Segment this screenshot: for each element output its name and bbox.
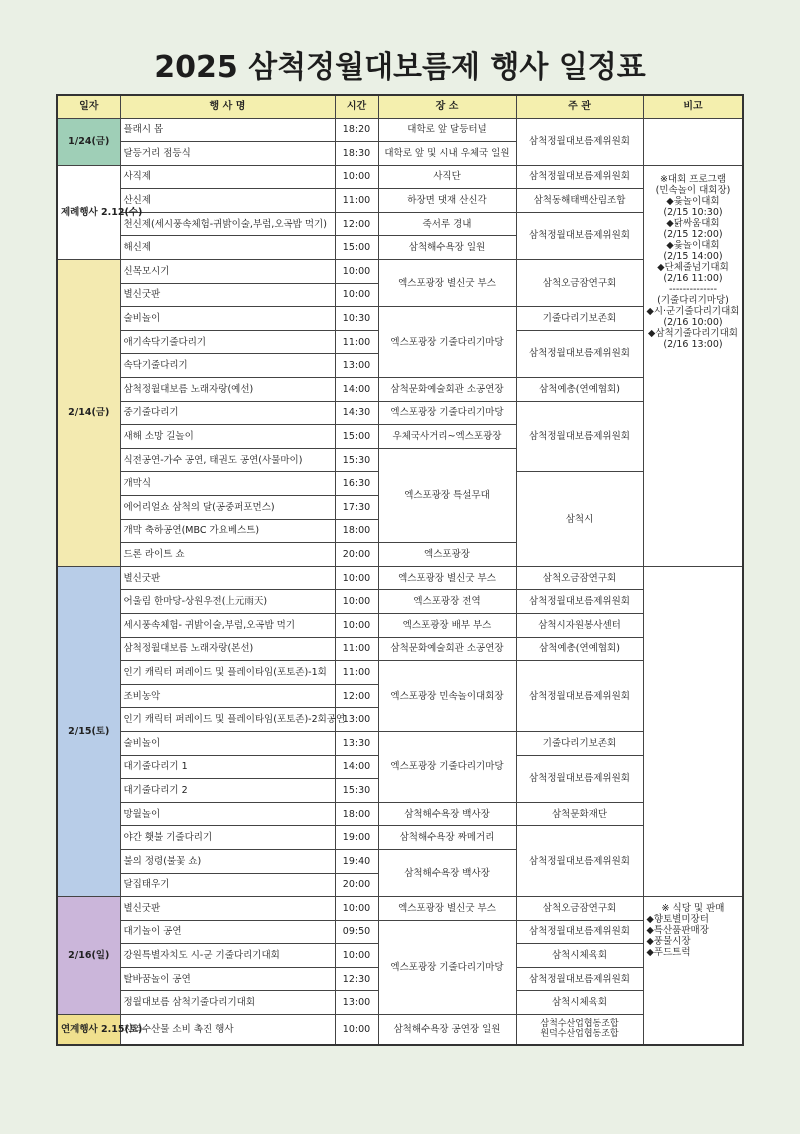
- event-name: 사직제: [120, 165, 335, 189]
- event-time: 10:00: [335, 566, 378, 590]
- event-place: 삼척문화예술회관 소공연장: [378, 378, 516, 402]
- event-name: 산신제: [120, 189, 335, 213]
- note-line: ◆풍물시장: [646, 936, 691, 948]
- event-name: 인기 캐릭터 퍼레이드 및 플레이타임(포토존)-1회: [120, 661, 335, 685]
- event-time: 10:00: [335, 283, 378, 307]
- header-note: 비고: [643, 95, 743, 118]
- event-time: 16:30: [335, 472, 378, 496]
- event-time: 10:00: [335, 613, 378, 637]
- table-row: [57, 401, 743, 425]
- event-place: 대학로 앞 달등터널: [378, 118, 516, 142]
- page-title: 2025 삼척정월대보름제 행사 일정표: [154, 50, 646, 85]
- event-organizer: 삼척정월대보름제위원회: [516, 165, 643, 189]
- note-line: ※대회 프로그램: [659, 173, 727, 185]
- event-organizer: 삼척정월대보름제위원회: [516, 755, 643, 802]
- event-organizer: 삼척정월대보름제위원회: [516, 330, 643, 377]
- event-time: 11:00: [335, 661, 378, 685]
- event-name: 애기속닥기줄다리기: [120, 330, 335, 354]
- event-organizer: 삼척예총(연예협회): [516, 378, 643, 402]
- event-name: 인기 캐릭터 퍼레이드 및 플레이타임(포토존)-2회공연: [120, 708, 335, 732]
- event-name: 플래시 몹: [120, 118, 335, 142]
- header-row: [57, 95, 743, 118]
- event-organizer: 삼척오금잠연구회: [516, 566, 643, 590]
- event-time: 10:00: [335, 897, 378, 921]
- event-place: 엑스포광장 기줄다리기마당: [378, 731, 516, 802]
- schedule-table: [56, 94, 744, 1046]
- event-name: 식전공연-가수 공연, 태권도 공연(사물마이): [120, 448, 335, 472]
- event-time: 10:30: [335, 307, 378, 331]
- event-name: 강원특별자치도 시-군 기줄다리기대회: [120, 944, 335, 968]
- event-organizer: 삼척오금잠연구회: [516, 897, 643, 921]
- event-name: 술비놀이: [120, 731, 335, 755]
- event-name: 삼척정월대보름 노래자랑(본선): [120, 637, 335, 661]
- event-name: 개막 축하공연(MBC 가요베스트): [120, 519, 335, 543]
- event-place: 엑스포광장 배부 부스: [378, 613, 516, 637]
- event-organizer: 삼척문화재단: [516, 802, 643, 826]
- header-time: 시간: [335, 95, 378, 118]
- event-time: 19:40: [335, 849, 378, 873]
- note-line: ◆삼척기줄다리기대회: [648, 327, 738, 339]
- event-name: 술비놀이: [120, 307, 335, 331]
- event-time: 12:00: [335, 684, 378, 708]
- date-cell: 연계행사 2.15(토): [57, 1015, 120, 1045]
- event-place: 엑스포광장 특설무대: [378, 448, 516, 542]
- event-time: 20:00: [335, 543, 378, 567]
- event-name: 대기줄다리기 2: [120, 779, 335, 803]
- table-row: [57, 378, 743, 402]
- note-line: ◆단체줄넘기대회: [657, 261, 729, 273]
- event-organizer: 삼척정월대보름제위원회: [516, 212, 643, 259]
- event-name: 지역수산물 소비 촉진 행사: [120, 1015, 335, 1045]
- header-event: 행 사 명: [120, 95, 335, 118]
- event-name: 삼척정월대보름 노래자랑(예선): [120, 378, 335, 402]
- note-line: (기줄다리기마당): [657, 294, 729, 306]
- event-time: 10:00: [335, 1015, 378, 1045]
- note-line: ◆향토별미장터: [646, 914, 709, 926]
- event-name: 새해 소망 길놀이: [120, 425, 335, 449]
- event-name: 해신제: [120, 236, 335, 260]
- event-name: 신목모시기: [120, 260, 335, 284]
- event-organizer: 삼척오금잠연구회: [516, 260, 643, 307]
- event-place: 엑스포광장 별신굿 부스: [378, 566, 516, 590]
- event-name: 별신굿판: [120, 283, 335, 307]
- event-time: 14:00: [335, 755, 378, 779]
- event-organizer: 삼척정월대보름제위원회: [516, 920, 643, 944]
- table-row: [57, 920, 743, 944]
- event-time: 13:00: [335, 708, 378, 732]
- event-time: 11:00: [335, 330, 378, 354]
- event-time: 20:00: [335, 873, 378, 897]
- table-row: [57, 1015, 743, 1045]
- event-time: 15:30: [335, 448, 378, 472]
- event-place: 엑스포광장: [378, 543, 516, 567]
- event-time: 13:30: [335, 731, 378, 755]
- event-time: 15:00: [335, 236, 378, 260]
- event-time: 15:30: [335, 779, 378, 803]
- event-place: 대학로 앞 및 시내 우체국 일원: [378, 142, 516, 166]
- note-line: (2/15 14:00): [663, 250, 723, 262]
- event-name: 탈바꿈놀이 공연: [120, 967, 335, 991]
- event-place: 엑스포광장 기줄다리기마당: [378, 307, 516, 378]
- event-name: 세시풍속체험- 귀밝이술,부럼,오곡밥 먹기: [120, 613, 335, 637]
- organizer-line: 원덕수산업협동조합: [540, 1029, 619, 1040]
- event-name: 망월놀이: [120, 802, 335, 826]
- note-line: ◆윷놀이대회: [666, 239, 720, 251]
- date-cell: 2/14(금): [57, 260, 120, 567]
- event-organizer: 삼척정월대보름제위원회: [516, 590, 643, 614]
- table-row: [57, 566, 743, 590]
- note-competition: [643, 165, 743, 566]
- event-name: 어울림 한마당-상원우전(上元雨天): [120, 590, 335, 614]
- event-name: 별신굿판: [120, 566, 335, 590]
- event-name: 에어리얼쇼 삼척의 달(공중퍼포먼스): [120, 496, 335, 520]
- table-row: [57, 802, 743, 826]
- event-organizer: 삼척정월대보름제위원회: [516, 661, 643, 732]
- note-line: ◆푸드트럭: [646, 947, 691, 959]
- event-time: 10:00: [335, 590, 378, 614]
- note-line: ◆닭싸움대회: [666, 217, 720, 229]
- event-time: 19:00: [335, 826, 378, 850]
- event-name: 별신굿판: [120, 897, 335, 921]
- event-place: 엑스포광장 기줄다리기마당: [378, 920, 516, 1014]
- event-organizer: 삼척시자원봉사센터: [516, 613, 643, 637]
- event-time: 18:30: [335, 142, 378, 166]
- note-line: ◆시·군기줄다리기대회: [646, 305, 740, 317]
- organizer-line: 삼척수산업협동조합: [540, 1019, 619, 1030]
- event-organizer: 기줄다리기보존회: [516, 731, 643, 755]
- date-cell: 제례행사 2.12(수): [57, 165, 120, 259]
- note-food: [643, 897, 743, 1045]
- table-row: [57, 212, 743, 236]
- event-time: 17:30: [335, 496, 378, 520]
- date-cell: 2/16(일): [57, 897, 120, 1015]
- event-time: 10:00: [335, 165, 378, 189]
- header-place: 장 소: [378, 95, 516, 118]
- event-place: 죽서루 경내: [378, 212, 516, 236]
- event-time: 09:50: [335, 920, 378, 944]
- event-time: 13:00: [335, 354, 378, 378]
- table-row: [57, 165, 743, 189]
- event-time: 12:30: [335, 967, 378, 991]
- note-divider: --------------: [669, 283, 717, 295]
- event-place: 엑스포광장 별신굿 부스: [378, 260, 516, 307]
- note-line: (2/16 13:00): [663, 338, 723, 350]
- event-place: 엑스포광장 민속놀이대회장: [378, 661, 516, 732]
- event-organizer: 삼척시체육회: [516, 944, 643, 968]
- event-place: 삼척해수욕장 백사장: [378, 802, 516, 826]
- table-row: [57, 590, 743, 614]
- note-line: (2/16 11:00): [663, 272, 723, 284]
- event-place: 엑스포광장 별신굿 부스: [378, 897, 516, 921]
- event-time: 18:00: [335, 519, 378, 543]
- event-place: 엑스포광장 기줄다리기마당: [378, 401, 516, 425]
- event-time: 10:00: [335, 260, 378, 284]
- note-line: (2/16 10:00): [663, 316, 723, 328]
- note-line: (2/15 10:30): [663, 206, 723, 218]
- event-name: 중기줄다리기: [120, 401, 335, 425]
- event-organizer: 기줄다리기보존회: [516, 307, 643, 331]
- event-name: 대기놀이 공연: [120, 920, 335, 944]
- table-row: [57, 118, 743, 142]
- date-cell: 2/15(토): [57, 566, 120, 896]
- event-name: 불의 정령(불꽃 쇼): [120, 849, 335, 873]
- date-cell: 1/24(금): [57, 118, 120, 165]
- event-name: 조비농악: [120, 684, 335, 708]
- event-organizer: 삼척시: [516, 472, 643, 566]
- table-row: [57, 826, 743, 850]
- event-organizer: 삼척정월대보름제위원회: [516, 401, 643, 472]
- event-name: 천신제(세시풍속체험-귀밝이술,부럼,오곡밥 먹기): [120, 212, 335, 236]
- note-empty: [643, 118, 743, 165]
- table-row: [57, 307, 743, 331]
- note-line: ※ 식당 및 판매: [661, 903, 725, 915]
- event-place: 사직단: [378, 165, 516, 189]
- event-name: 달집태우기: [120, 873, 335, 897]
- event-organizer: 삼척동해태백산림조합: [516, 189, 643, 213]
- event-place: 삼척문화예술회관 소공연장: [378, 637, 516, 661]
- event-place: 우체국사거리~엑스포광장: [378, 425, 516, 449]
- table-row: [57, 731, 743, 755]
- table-row: [57, 661, 743, 685]
- event-time: 11:00: [335, 189, 378, 213]
- header-organizer: 주 관: [516, 95, 643, 118]
- event-time: 14:30: [335, 401, 378, 425]
- event-name: 정월대보름 삼척기줄다리기대회: [120, 991, 335, 1015]
- event-organizer: [516, 1015, 643, 1045]
- note-line: (민속놀이 대회장): [655, 184, 731, 196]
- event-name: 달등거리 점등식: [120, 142, 335, 166]
- event-time: 18:00: [335, 802, 378, 826]
- event-place: 삼척해수욕장 공연장 일원: [378, 1015, 516, 1045]
- table-row: [57, 637, 743, 661]
- header-date: 일자: [57, 95, 120, 118]
- event-time: 10:00: [335, 944, 378, 968]
- event-place: 삼척해수욕장 백사장: [378, 849, 516, 896]
- event-time: 14:00: [335, 378, 378, 402]
- event-time: 13:00: [335, 991, 378, 1015]
- table-row: [57, 897, 743, 921]
- event-organizer: 삼척시체육회: [516, 991, 643, 1015]
- event-organizer: 삼척정월대보름제위원회: [516, 118, 643, 165]
- note-line: (2/15 12:00): [663, 228, 723, 240]
- event-name: 개막식: [120, 472, 335, 496]
- table-row: [57, 613, 743, 637]
- table-row: [57, 260, 743, 284]
- event-place: 삼척해수욕장 일원: [378, 236, 516, 260]
- event-time: 11:00: [335, 637, 378, 661]
- note-line: ◆윷놀이대회: [666, 195, 720, 207]
- event-name: 대기줄다리기 1: [120, 755, 335, 779]
- note-line: ◆특산품판매장: [646, 925, 709, 937]
- event-time: 15:00: [335, 425, 378, 449]
- event-time: 18:20: [335, 118, 378, 142]
- table-row: [57, 189, 743, 213]
- event-name: 드론 라이트 쇼: [120, 543, 335, 567]
- event-name: 속닥기줄다리기: [120, 354, 335, 378]
- event-organizer: 삼척정월대보름제위원회: [516, 826, 643, 897]
- event-place: 삼척해수욕장 짜메거리: [378, 826, 516, 850]
- event-organizer: 삼척정월대보름제위원회: [516, 967, 643, 991]
- event-organizer: 삼척예총(연예협회): [516, 637, 643, 661]
- event-place: 하장면 댓재 산신각: [378, 189, 516, 213]
- event-time: 12:00: [335, 212, 378, 236]
- event-name: 야간 횃불 기줄다리기: [120, 826, 335, 850]
- event-place: 엑스포광장 전역: [378, 590, 516, 614]
